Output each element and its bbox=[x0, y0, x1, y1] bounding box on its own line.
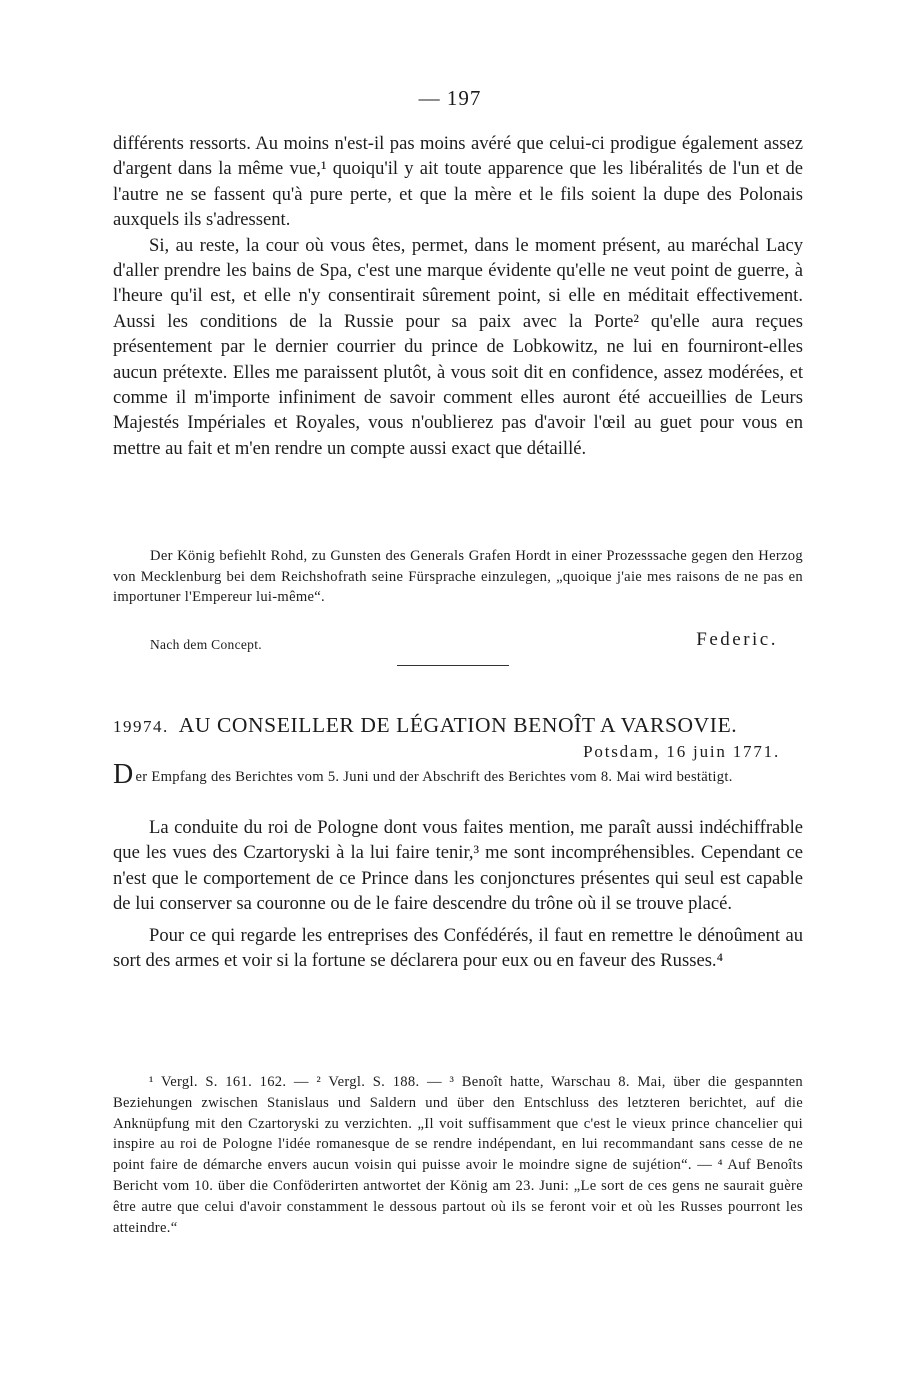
source-note: Nach dem Concept. bbox=[150, 637, 262, 652]
letter-title: AU CONSEILLER DE LÉGATION BENOÎT A VARSOVIE. bbox=[178, 713, 738, 737]
letter-number: 19974. bbox=[113, 717, 169, 736]
editorial-note-text: Der König befiehlt Rohd, zu Gunsten des Generals Grafen Hordt in einer Prozesssache gegen den Herzog von Mecklenburg bei dem Reichshofrath seine Fürsprache einzulegen, „quoique j'aie mes raisons de ne pas en importuner l'Empereur lui-même“. bbox=[113, 548, 803, 606]
page-number: — 197 bbox=[418, 86, 482, 110]
dateline: Potsdam, 16 juin 1771. bbox=[583, 742, 780, 761]
letter-body bbox=[113, 815, 803, 973]
drop-initial: D bbox=[113, 759, 134, 790]
body-paragraph: La conduite du roi de Pologne dont vous faites mention, me paraît aussi indéchiffrable que les vues des Czartoryski à la lui faire tenir,³ me sont incompréhensibles. Cependant ce n'est que le comportement de ce Prince dans les conjonctures présentes qui seul est capable de lui conserver sa couronne ou de le faire descendre du trône où il se trouve placé. bbox=[113, 817, 803, 915]
body-paragraph: différents ressorts. Au moins n'est-il pas moins avéré que celui-ci prodigue également assez d'argent dans la même vue,¹ quoiqu'il y ait toute apparence que les libéralités de l'un et de l'autre ne se fassent qu'à pure perte, et que la mère et le fils soient la dupe des Polonais auxquels ils s'adressent. bbox=[113, 133, 803, 231]
summary-text: er Empfang des Berichtes vom 5. Juni und der Abschrift des Berichtes vom 8. Mai wird bestätigt. bbox=[135, 769, 733, 785]
footnote-text: ¹ Vergl. S. 161. 162. — ² Vergl. S. 188. — ³ Benoît hatte, Warschau 8. Mai, über die gespannten Beziehungen zwischen Stanislaus und Saldern und über den Entschluss des letzteren berichtet, auf die Anknüpfung mit den Czartoryski zu verzichten. „Il voit suffisamment que c'est le vieux prince chancelier qui inspire au roi de Pologne l'idée romanesque de se rendre indépendant, en lui recommandant sans cesse de ne point faire de démarche envers aucun voisin qui puisse avoir le moindre signe de sujétion“. — ⁴ Auf Benoîts Bericht vom 10. über die Conföderirten antwortet der König am 23. Juni: „Le sort de ces gens ne saurait guère être autre que celui d'avoir constamment le dessous partout où ils se feront voir et où les Russes pourront les atteindre.“ bbox=[113, 1074, 803, 1236]
letter-heading bbox=[113, 713, 813, 738]
section-divider bbox=[397, 665, 509, 666]
body-paragraph: Si, au reste, la cour où vous êtes, permet, dans le moment présent, au maréchal Lacy d'aller prendre les bains de Spa, c'est une marque évidente qu'elle ne veut point de guerre, à l'heure qu'il est, et elle n'y consentirait sûrement point, si elle en méditait effectivement. Aussi les conditions de la Russie pour sa paix avec la Porte² qu'elle aura reçues présentement par le dernier courrier du prince de Lobkowitz, ne lui en fourniront-elles aucun prétexte. Elles me paraissent plutôt, à vous soit dit en confidence, assez modérées, et comme il m'importe infiniment de savoir comment elles auront été accueillies de Leurs Majestés Impériales et Royales, vous n'oublierez pas d'avoir l'œil au guet pour vous en mettre au fait et m'en rendre un compte aussi exact que détaillé. bbox=[113, 234, 803, 459]
body-paragraph: Pour ce qui regarde les entreprises des Confédérés, il faut en remettre le dénoûment au sort des armes et voir si la fortune se déclarera pour eux ou en faveur des Russes.⁴ bbox=[113, 924, 803, 972]
footnotes bbox=[113, 1072, 803, 1238]
editorial-note bbox=[113, 546, 803, 608]
signature: Federic. bbox=[696, 629, 778, 650]
letter-summary bbox=[113, 759, 803, 790]
continued-letter-body bbox=[113, 131, 803, 461]
